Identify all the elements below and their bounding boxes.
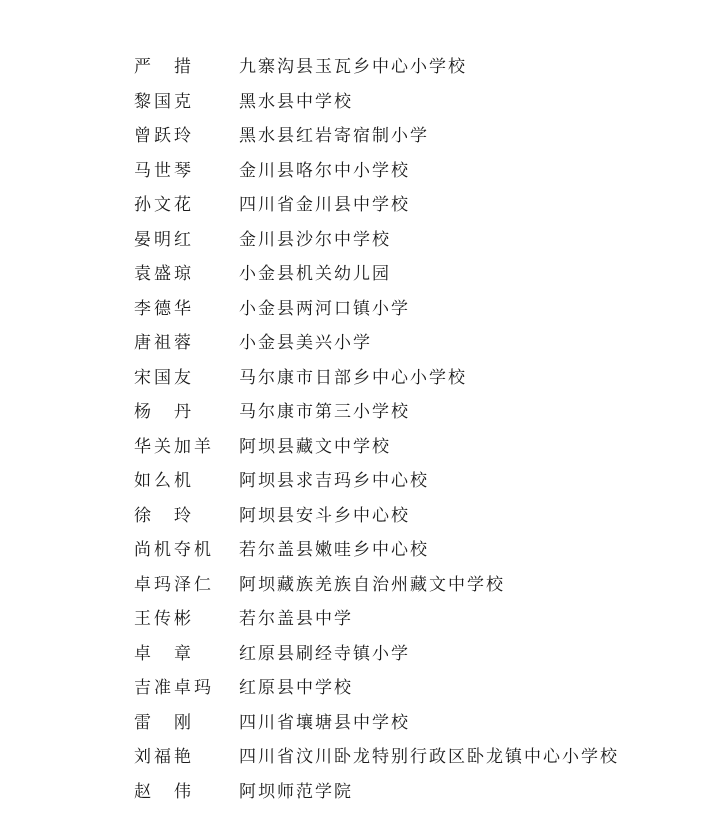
list-item (134, 395, 619, 430)
school-name: 红原县刷经寺镇小学 (239, 643, 410, 664)
person-name: 曾跃玲 (134, 126, 194, 147)
list-item (134, 223, 619, 258)
school-name: 阿坝县藏文中学校 (239, 436, 391, 457)
person-name: 吉准卓玛 (134, 678, 214, 699)
school-name: 阿坝藏族羌族自治州藏文中学校 (239, 574, 505, 595)
list-item (134, 154, 619, 189)
school-name: 小金县两河口镇小学 (239, 298, 410, 319)
school-name: 阿坝县安斗乡中心校 (239, 505, 410, 526)
school-name: 金川县咯尔中小学校 (239, 160, 410, 181)
school-name: 黑水县红岩寄宿制小学 (239, 126, 429, 147)
school-name: 小金县美兴小学 (239, 333, 372, 354)
person-name: 马世琴 (134, 160, 194, 181)
person-name: 赵 伟 (134, 781, 194, 802)
person-name: 唐祖蓉 (134, 333, 194, 354)
person-name: 杨 丹 (134, 402, 194, 423)
person-name: 黎国克 (134, 91, 194, 112)
person-name: 宋国友 (134, 367, 194, 388)
person-name: 华关加羊 (134, 436, 214, 457)
list-item (134, 50, 619, 85)
list-item (134, 568, 619, 603)
person-name: 王传彬 (134, 609, 194, 630)
list-item (134, 706, 619, 741)
list-item (134, 775, 619, 810)
person-name: 徐 玲 (134, 505, 194, 526)
person-name: 雷 刚 (134, 712, 194, 733)
person-name: 尚机夺机 (134, 540, 214, 561)
list-item (134, 119, 619, 154)
list-item (134, 464, 619, 499)
school-name: 九寨沟县玉瓦乡中心小学校 (239, 57, 467, 78)
person-name: 袁盛琼 (134, 264, 194, 285)
school-name: 四川省金川县中学校 (239, 195, 410, 216)
school-name: 马尔康市日部乡中心小学校 (239, 367, 467, 388)
school-name: 阿坝县求吉玛乡中心校 (239, 471, 429, 492)
school-name: 四川省汶川卧龙特别行政区卧龙镇中心小学校 (239, 747, 619, 768)
school-name: 若尔盖县中学 (239, 609, 353, 630)
person-name: 严 措 (134, 57, 194, 78)
list-item (134, 740, 619, 775)
school-name: 若尔盖县嫩哇乡中心校 (239, 540, 429, 561)
list-item (134, 85, 619, 120)
person-name: 李德华 (134, 298, 194, 319)
list-item (134, 292, 619, 327)
list-item (134, 533, 619, 568)
list-item (134, 361, 619, 396)
school-name: 马尔康市第三小学校 (239, 402, 410, 423)
school-name: 金川县沙尔中学校 (239, 229, 391, 250)
list-item (134, 602, 619, 637)
list-item (134, 499, 619, 534)
person-name: 孙文花 (134, 195, 194, 216)
person-name: 晏明红 (134, 229, 194, 250)
person-name: 卓玛泽仁 (134, 574, 214, 595)
list-item (134, 430, 619, 465)
school-name: 小金县机关幼儿园 (239, 264, 391, 285)
person-name: 刘福艳 (134, 747, 194, 768)
list-item (134, 637, 619, 672)
school-name: 阿坝师范学院 (239, 781, 353, 802)
list-item (134, 188, 619, 223)
list-item (134, 671, 619, 706)
school-name: 黑水县中学校 (239, 91, 353, 112)
school-name: 四川省壤塘县中学校 (239, 712, 410, 733)
list-item (134, 257, 619, 292)
person-name: 卓 章 (134, 643, 194, 664)
person-name: 如么机 (134, 471, 194, 492)
list-item (134, 326, 619, 361)
name-school-list (134, 50, 619, 809)
school-name: 红原县中学校 (239, 678, 353, 699)
